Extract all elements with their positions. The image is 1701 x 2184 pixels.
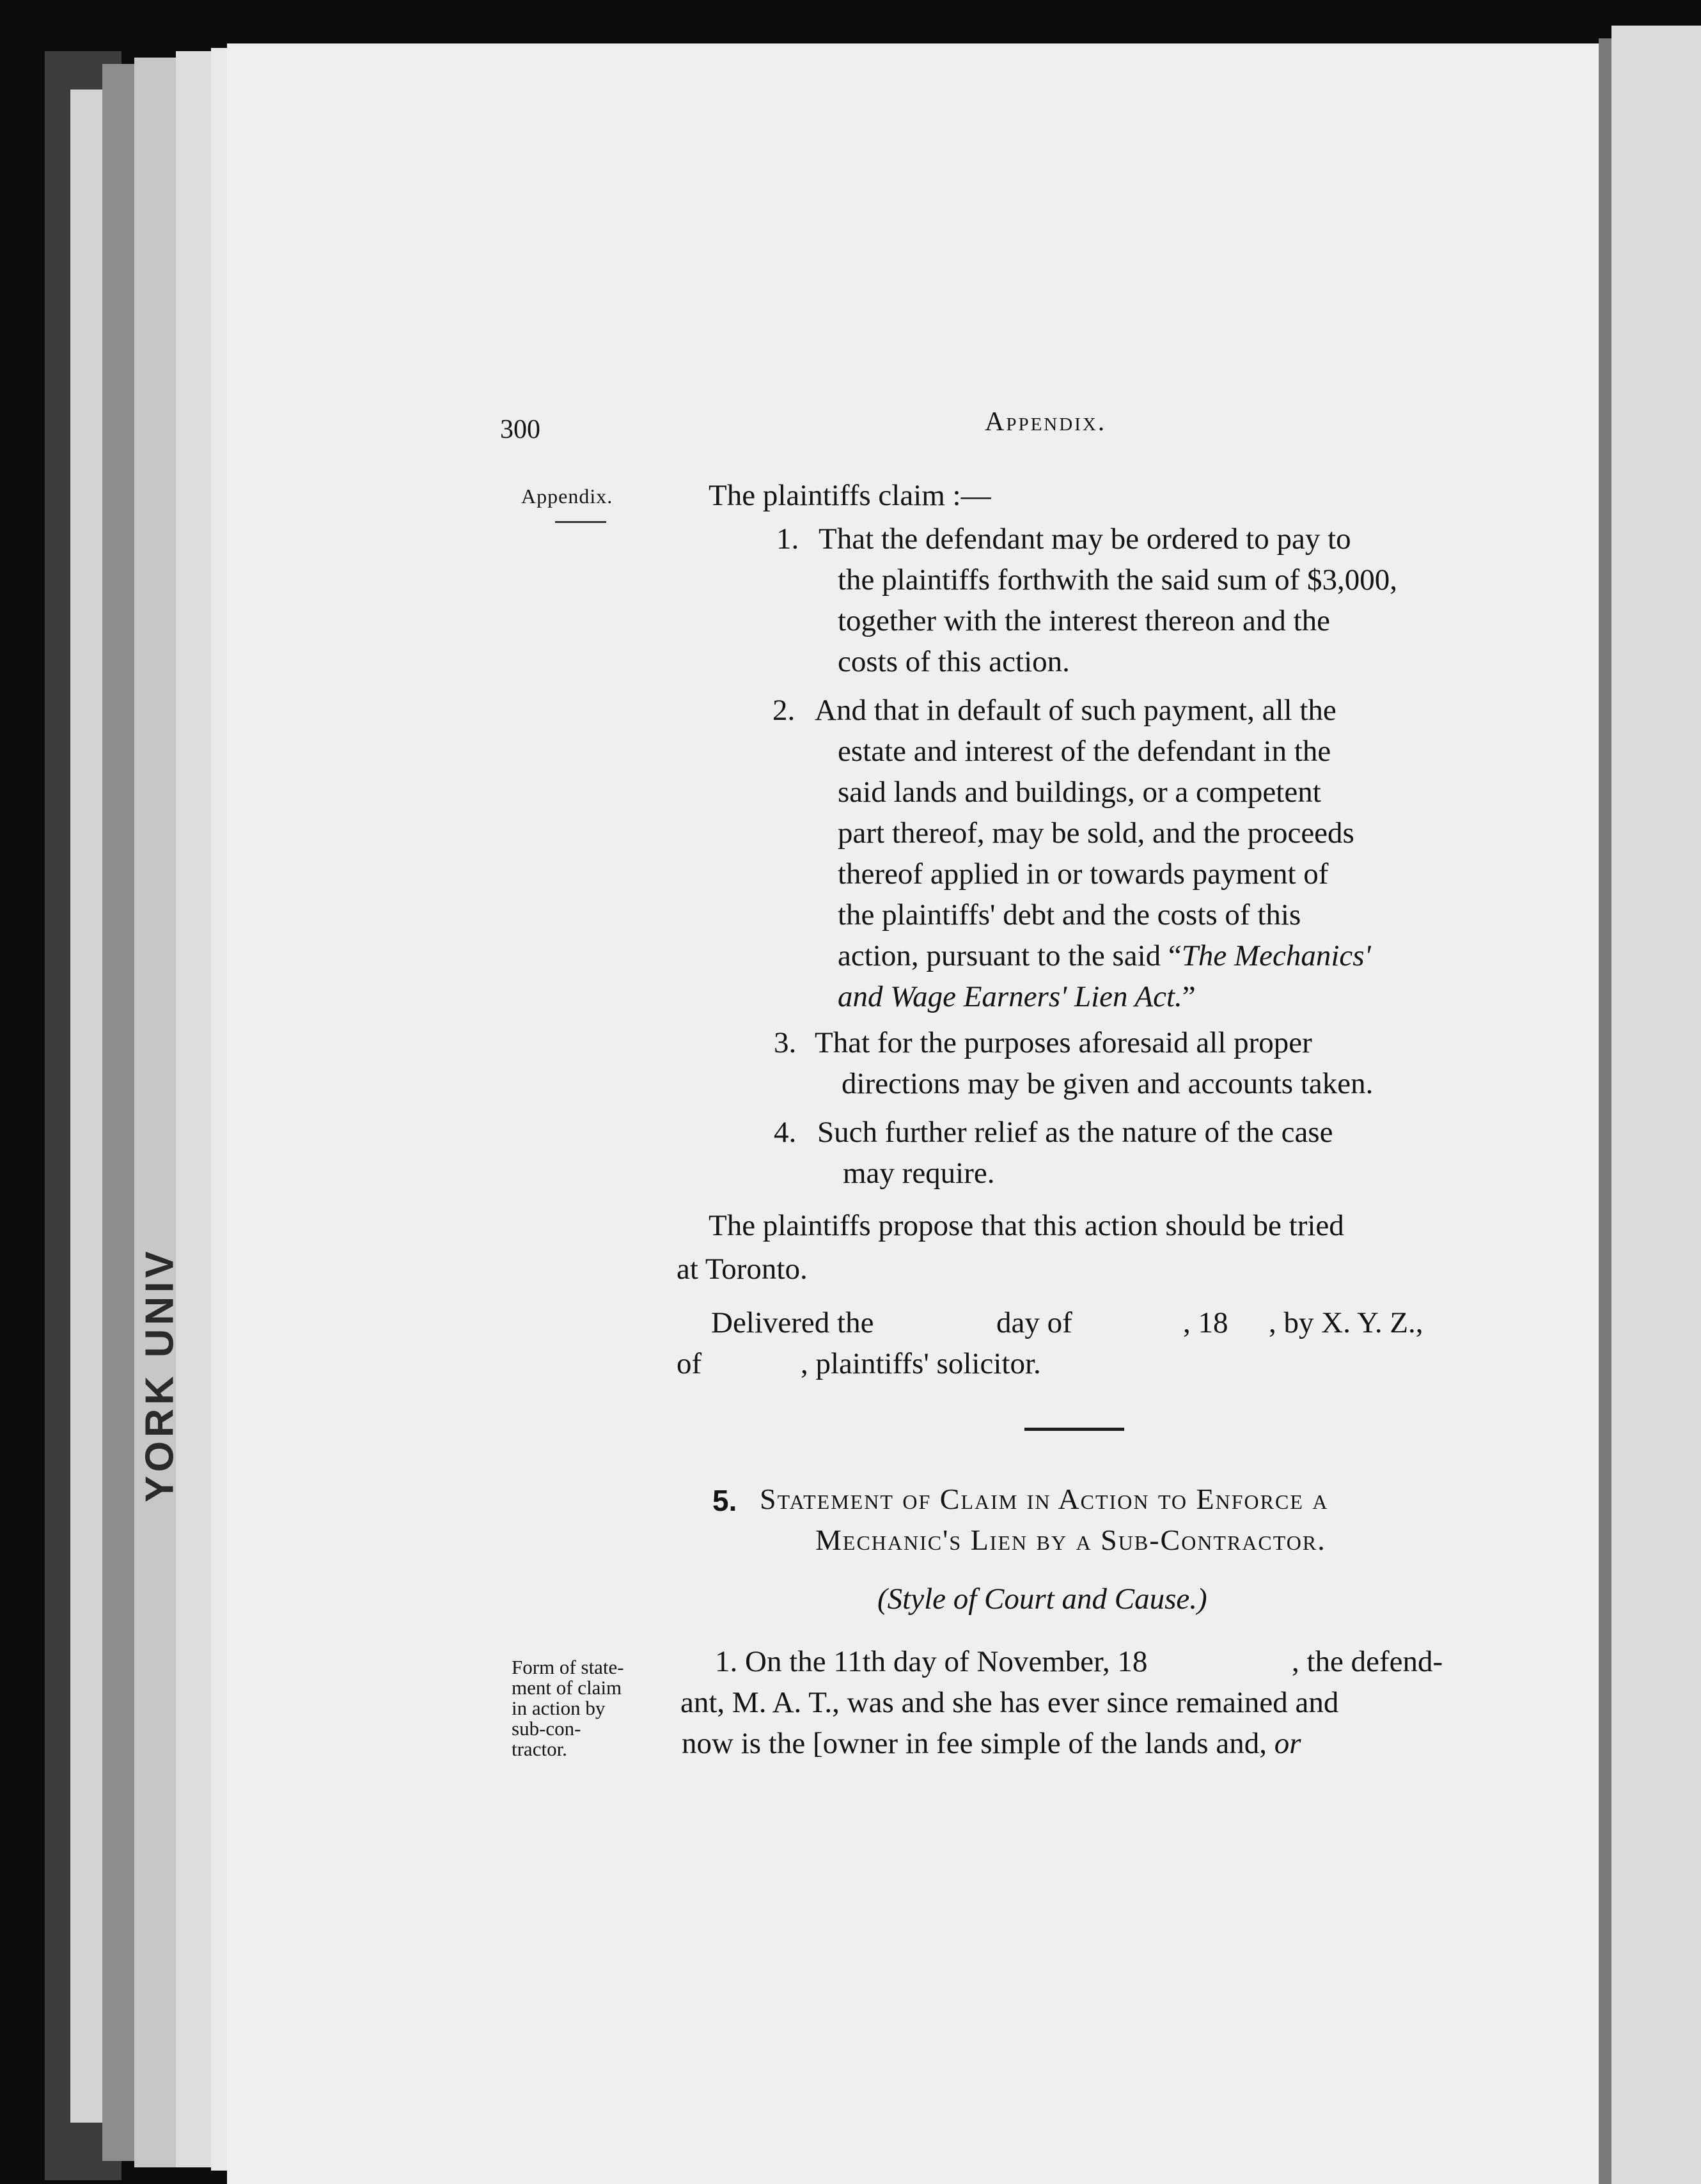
item-2-line-3: said lands and buildings, or a competent (838, 776, 1321, 809)
style-of-cause: (Style of Court and Cause.) (877, 1582, 1207, 1616)
para-1-line-2: ant, M. A. T., was and she has ever since remained and (680, 1686, 1339, 1719)
section-separator (1024, 1428, 1124, 1431)
form-note-line-5: tractor. (512, 1738, 567, 1760)
form-note-line-2: ment of claim (512, 1676, 622, 1699)
item-3-line-1: That for the purposes aforesaid all proper (815, 1026, 1312, 1059)
item-3-number: 3. (774, 1026, 797, 1059)
form-note-line-1: Form of state- (512, 1656, 624, 1678)
section-number: 5. (712, 1484, 737, 1517)
act-title-part-2: and Wage Earners' Lien Act. (838, 980, 1182, 1013)
item-2-line-5: thereof applied in or towards payment of (838, 857, 1329, 891)
act-title-part-1: The Mechanics' (1181, 939, 1371, 972)
item-2-line-1: And that in default of such payment, all the (815, 694, 1336, 727)
item-2-line-7-text: action, pursuant to the said “ (838, 939, 1182, 972)
delivered-line-2-solicitor: , plaintiffs' solicitor. (801, 1347, 1041, 1380)
page-shadow (1599, 38, 1611, 2184)
item-2-number: 2. (772, 694, 796, 727)
item-2-line-8 (838, 982, 1196, 1012)
delivered-text-4: , by X. Y. Z., (1269, 1306, 1423, 1339)
item-1-line-3: together with the interest thereon and the (838, 604, 1331, 637)
book-page (227, 43, 1602, 2184)
section-title-line-2: Mechanic's Lien by a Sub-Contractor. (815, 1524, 1326, 1556)
para-1-line-1b: , the defend- (1292, 1645, 1443, 1678)
item-1-line-4: costs of this action. (838, 645, 1070, 678)
sidenote-rule (555, 521, 606, 523)
running-head: Appendix. (985, 407, 1107, 437)
para-1-line-3-or: or (1274, 1727, 1301, 1760)
delivered-text-3: , 18 (1183, 1306, 1228, 1339)
item-1-line-2: the plaintiffs forthwith the said sum of $3,000, (838, 563, 1398, 597)
section-title-line-1: Statement of Claim in Action to Enforce a (760, 1483, 1329, 1515)
item-3-line-2: directions may be given and accounts taken. (842, 1067, 1374, 1100)
para-1-line-1a: 1. On the 11th day of November, 18 (715, 1645, 1148, 1678)
delivered-text-1: Delivered the (711, 1306, 874, 1339)
item-2-line-4: part thereof, may be sold, and the proceeds (838, 816, 1354, 850)
delivered-text-2: day of (996, 1306, 1072, 1339)
sidenote-appendix: Appendix. (521, 485, 613, 508)
spine-label-strip (70, 90, 106, 2123)
item-4-number: 4. (774, 1116, 797, 1149)
page-edge (176, 51, 214, 2167)
item-2-line-7 (838, 941, 1371, 971)
item-2-line-2: estate and interest of the defendant in the (838, 735, 1331, 768)
spine-title-text: YORK UNIV (137, 1247, 182, 1502)
item-2-line-6: the plaintiffs' debt and the costs of this (838, 898, 1301, 932)
item-1-line-1: That the defendant may be ordered to pay to (819, 522, 1351, 556)
trial-line-2: at Toronto. (677, 1252, 808, 1286)
trial-line-1: The plaintiffs propose that this action should be tried (709, 1209, 1344, 1242)
form-note-line-4: sub-con- (512, 1717, 581, 1740)
closing-quote: ” (1182, 980, 1196, 1013)
spine-title (137, 1247, 182, 1502)
item-4-line-1: Such further relief as the nature of the case (817, 1116, 1333, 1149)
page-number: 300 (500, 415, 540, 444)
claim-intro: The plaintiffs claim :— (709, 479, 991, 512)
page-edge (134, 58, 179, 2167)
item-1-number: 1. (776, 522, 799, 556)
delivered-line-2-of: of (677, 1347, 702, 1380)
item-4-line-2: may require. (843, 1157, 995, 1190)
para-1-line-3-text: now is the [owner in fee simple of the lands and, (682, 1727, 1267, 1760)
para-1-line-3 (682, 1729, 1301, 1759)
form-note-line-3: in action by (512, 1697, 606, 1719)
facing-page-edge (1611, 26, 1701, 2184)
